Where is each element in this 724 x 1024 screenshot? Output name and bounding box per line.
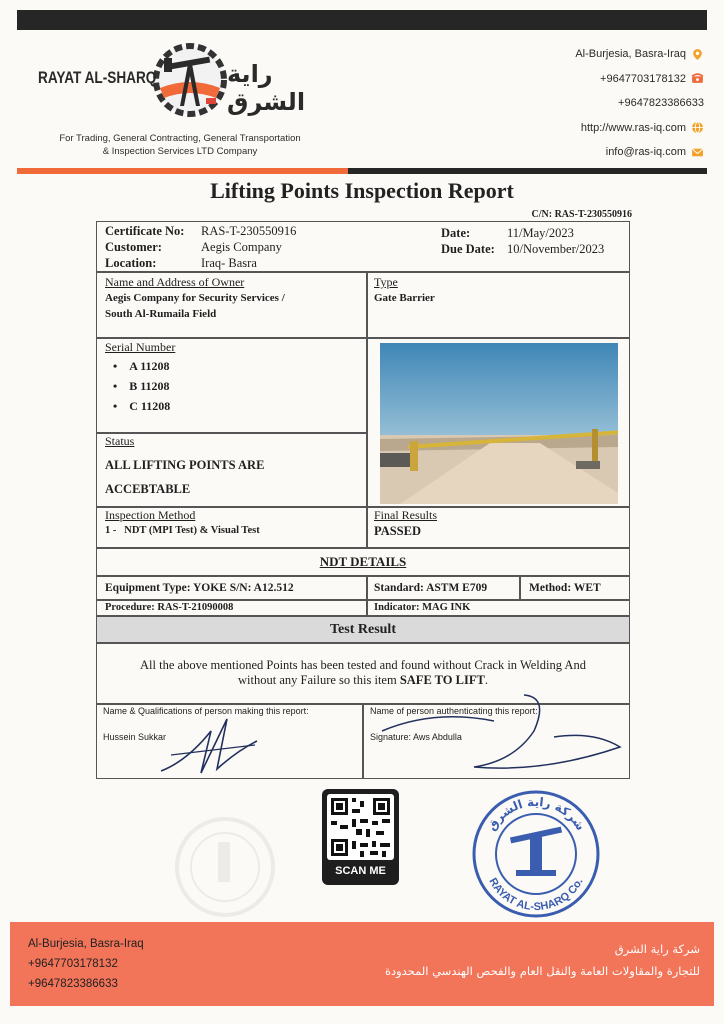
serial-item: • B 11208: [113, 379, 170, 393]
serial-label: Serial Number: [105, 340, 176, 354]
phone2-text[interactable]: +9647823386633: [618, 97, 704, 110]
customer-label: Customer:: [105, 240, 162, 254]
status-label: Status: [105, 434, 135, 448]
final-value: PASSED: [374, 524, 422, 538]
qr-code[interactable]: [322, 789, 399, 885]
inspector-name: Hussein Sukkar: [103, 732, 167, 742]
contact-block: [575, 42, 704, 165]
serial-list: [113, 356, 170, 416]
email-icon: [691, 146, 704, 159]
method-cell: [96, 507, 367, 548]
final-label: Final Results: [374, 508, 438, 522]
indicator-cell: Indicator: MAG INK: [367, 600, 630, 616]
method-value: 1 - NDT (MPI Test) & Visual Test: [105, 525, 260, 536]
authenticator-cell: [363, 704, 630, 779]
phone-icon: [691, 72, 704, 85]
header-divider: [17, 168, 707, 174]
footer-phone1[interactable]: +9647703178132: [28, 958, 118, 970]
footer-ar-line2: للتجارة والمقاولات العامة والنقل العام والفحص الهندسي المحدودة: [384, 964, 700, 978]
due-date-value: 10/November/2023: [507, 242, 605, 256]
auth-signature-icon: [374, 691, 624, 779]
type-cell: [367, 272, 630, 338]
date-label: Date:: [441, 226, 471, 240]
phone1-text[interactable]: +9647703178132: [600, 72, 686, 85]
test-result-title: Test Result: [96, 616, 630, 643]
ndt-title: NDT DETAILS: [96, 548, 630, 576]
inspector-label: Name & Qualifications of person making this report:: [103, 706, 309, 716]
company-name-en: RAYAT AL-SHARQ: [38, 68, 157, 87]
test-result-text: All the above mentioned Points has been tested and found without Crack in Welding And without any Failure so this item SAFE TO LIFT.: [96, 643, 630, 704]
footer-phone2[interactable]: +9647823386633: [28, 978, 118, 990]
footer: [10, 922, 714, 1006]
inspector-cell: [96, 704, 363, 779]
watermark-logo-icon: [170, 812, 280, 932]
website-link[interactable]: http://www.ras-iq.com: [580, 121, 686, 134]
serial-item: • C 11208: [113, 399, 171, 413]
owner-cell: [96, 272, 367, 338]
date-value: 11/May/2023: [507, 226, 574, 240]
certificate-value: RAS-T-230550916: [201, 224, 297, 238]
status-cell: [96, 433, 367, 507]
email-link[interactable]: info@ras-iq.com: [605, 146, 686, 159]
svg-text:RAYAT AL-SHARQ Co.: RAYAT AL-SHARQ Co.: [486, 876, 586, 914]
auth-label: Name of person authenticating this report:: [370, 706, 538, 716]
company-name-ar: راية الشرق: [227, 60, 306, 116]
standard-cell: Standard: ASTM E709: [367, 576, 520, 600]
ndt-method-cell: Method: WET: [520, 576, 630, 600]
globe-icon: [691, 121, 704, 134]
certificate-block: [96, 221, 630, 272]
header-bar: [17, 10, 707, 30]
procedure-cell: Procedure: RAS-T-21090008: [96, 600, 367, 616]
type-label: Type: [374, 275, 398, 289]
serial-cell: [96, 338, 367, 433]
inspector-signature-icon: [157, 711, 267, 777]
status-line1: ALL LIFTING POINTS ARE: [105, 458, 265, 472]
auth-name: Signature: Aws Abdulla: [370, 732, 462, 742]
footer-contacts: [28, 934, 144, 994]
svg-text:شركة راية الشرق: شركة راية الشرق: [484, 794, 588, 834]
scan-me-label: SCAN ME: [335, 865, 386, 877]
company-logo: [30, 36, 330, 126]
footer-arabic: [385, 938, 700, 982]
certificate-label: Certificate No:: [105, 224, 185, 238]
location-label: Location:: [105, 256, 157, 270]
location-pin-icon: [691, 48, 704, 61]
owner-label: Name and Address of Owner: [105, 275, 245, 289]
serial-item: • A 11208: [113, 359, 170, 373]
footer-ar-line1: شركة راية الشرق: [614, 942, 700, 956]
owner-line2: South Al-Rumaila Field: [105, 308, 217, 320]
status-line2: ACCEBTABLE: [105, 482, 191, 496]
address-text: Al-Burjesia, Basra-Iraq: [575, 48, 686, 61]
customer-value: Aegis Company: [201, 240, 282, 254]
gate-barrier-photo: [380, 343, 618, 504]
final-cell: [367, 507, 630, 548]
oil-pump-logo-icon: [150, 36, 228, 126]
footer-address: Al-Burjesia, Basra-Iraq: [28, 938, 144, 950]
location-value: Iraq- Basra: [201, 256, 257, 270]
due-date-label: Due Date:: [441, 242, 495, 256]
cn-number: C/N: RAS-T-230550916: [531, 209, 632, 220]
method-label: Inspection Method: [105, 508, 196, 522]
owner-line1: Aegis Company for Security Services /: [105, 292, 285, 304]
equipment-cell: Equipment Type: YOKE S/N: A12.512: [96, 576, 367, 600]
report-title: Lifting Points Inspection Report: [210, 178, 514, 203]
company-tagline: For Trading, General Contracting, General Transportation & Inspection Services LTD Company: [59, 133, 301, 157]
type-value: Gate Barrier: [374, 292, 435, 304]
company-stamp-icon: [470, 788, 602, 920]
